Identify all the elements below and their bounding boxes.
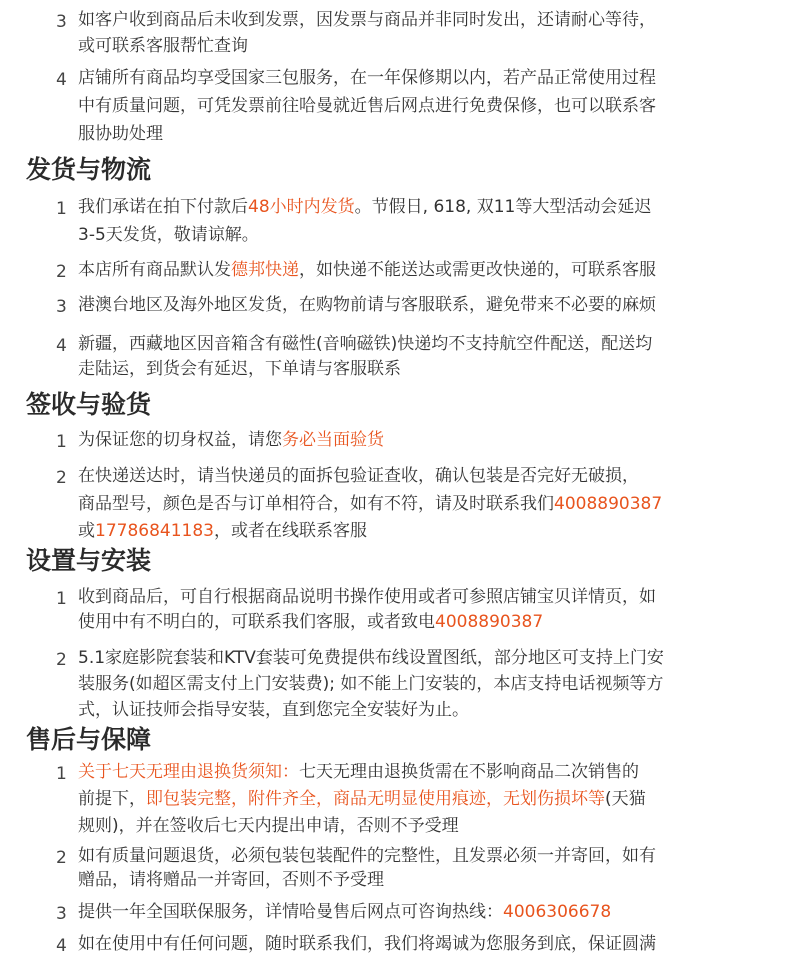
body-text: 店铺所有商品均享受国家三包服务，在一年保修期以内，若产品正常使用过程: [78, 68, 656, 88]
section-title-install: 设置与安装: [26, 546, 152, 575]
body-text: 如客户收到商品后未收到发票，因发票与商品并非同时发出，还请耐心等待，: [78, 10, 656, 30]
item-number: 2: [56, 848, 67, 868]
body-text: (天猫: [605, 789, 646, 809]
body-text: 收到商品后，可自行根据商品说明书操作使用或者可参照店铺宝贝详情页，如: [78, 587, 656, 607]
body-text: 3-5天发货，敬请谅解。: [78, 225, 259, 245]
item-line: [78, 9, 656, 31]
item-line: [78, 196, 651, 218]
item-line: [78, 333, 652, 355]
item-line: [78, 761, 639, 783]
body-text: 或可联系客服帮忙查询: [78, 36, 248, 56]
item-number: 4: [56, 336, 67, 356]
item-line: [78, 815, 459, 837]
item-line: [78, 788, 646, 810]
item-line: [78, 673, 663, 695]
body-text: 商品型号，颜色是否与订单相符合，如有不符，请及时联系我们: [78, 494, 554, 514]
section-title-receipt: 签收与验货: [26, 390, 152, 419]
item-line: [78, 901, 611, 923]
body-text: 装服务(如超区需支付上门安装费); 如不能上门安装的，本店支持电话视频等方: [78, 674, 664, 694]
item-number: 2: [56, 262, 67, 282]
item-number: 3: [56, 904, 67, 924]
item-line: [78, 611, 543, 633]
body-text: 5.1家庭影院套装和KTV套装可免费提供布线设置图纸，部分地区可支持上门安: [78, 648, 664, 668]
item-line: [78, 224, 259, 246]
item-line: [78, 586, 656, 608]
body-text: 前提下，: [78, 789, 146, 809]
highlight-text: 德邦快递: [231, 260, 299, 280]
highlight-text: 4006306678: [503, 902, 612, 922]
item-number: 2: [56, 650, 67, 670]
item-line: [78, 35, 248, 57]
body-text: 中有质量问题，可凭发票前往哈曼就近售后网点进行免费保修，也可以联系客: [78, 96, 656, 116]
body-text: 如在使用中有任何问题，随时联系我们，我们将竭诚为您服务到底，保证圆满: [78, 934, 656, 954]
body-text: 七天无理由退换货需在不影响商品二次销售的: [299, 762, 639, 782]
body-text: 提供一年全国联保服务，详情哈曼售后网点可咨询热线：: [78, 902, 503, 922]
item-number: 1: [56, 432, 67, 452]
item-number: 1: [56, 199, 67, 219]
item-line: [78, 933, 656, 955]
item-line: [78, 67, 656, 89]
highlight-text: 4008890387: [554, 494, 663, 514]
section-title-aftersale: 售后与保障: [26, 725, 152, 754]
item-line: [78, 699, 469, 721]
body-text: 为保证您的切身权益，请您: [78, 430, 282, 450]
body-text: 规则)，并在签收后七天内提出申请，否则不予受理: [78, 816, 459, 836]
item-number: 1: [56, 589, 67, 609]
item-number: 1: [56, 764, 67, 784]
body-text: 本店所有商品默认发: [78, 260, 231, 280]
item-number: 2: [56, 468, 67, 488]
item-line: [78, 294, 656, 316]
item-line: [78, 493, 662, 515]
item-number: 3: [56, 297, 67, 317]
highlight-text: 关于七天无理由退换货须知：: [78, 762, 299, 782]
body-text: 使用中有不明白的，可联系我们客服，或者致电: [78, 612, 435, 632]
body-text: 我们承诺在拍下付款后: [78, 197, 248, 217]
item-line: [78, 647, 664, 669]
item-number: 4: [56, 936, 67, 956]
body-text: 服协助处理: [78, 124, 163, 144]
body-text: 式，认证技师会指导安装，直到您完全安装好为止。: [78, 700, 469, 720]
item-number: 4: [56, 70, 67, 90]
item-line: [78, 259, 656, 281]
highlight-text: 即包装完整，附件齐全，商品无明显使用痕迹，无划伤损坏等: [146, 789, 605, 809]
item-line: [78, 845, 656, 867]
body-text: ，或者在线联系客服: [213, 521, 367, 541]
item-line: [78, 520, 367, 542]
item-line: [78, 123, 163, 145]
highlight-text: 务必当面验货: [282, 430, 384, 450]
body-text: 或: [78, 521, 95, 541]
body-text: 赠品，请将赠品一并寄回，否则不予受理: [78, 870, 384, 890]
item-line: [78, 429, 384, 451]
body-text: 。节假日, 618, 双11等大型活动会延迟: [354, 197, 652, 217]
item-line: [78, 869, 384, 891]
section-title-shipping: 发货与物流: [26, 155, 152, 184]
body-text: 新疆，西藏地区因音箱含有磁性(音响磁铁)快递均不支持航空件配送，配送均: [78, 334, 653, 354]
body-text: 如有质量问题退货，必须包装包装配件的完整性，且发票必须一并寄回，如有: [78, 846, 656, 866]
highlight-text: 17786841183: [95, 521, 214, 541]
body-text: 走陆运，到货会有延迟，下单请与客服联系: [78, 359, 401, 379]
highlight-text: 48小时内发货: [248, 197, 355, 217]
item-line: [78, 465, 639, 487]
body-text: 在快递送达时，请当快递员的面拆包验证查收，确认包装是否完好无破损，: [78, 466, 639, 486]
item-line: [78, 358, 401, 380]
body-text: 港澳台地区及海外地区发货，在购物前请与客服联系，避免带来不必要的麻烦: [78, 295, 656, 315]
highlight-text: 4008890387: [435, 612, 544, 632]
item-line: [78, 95, 656, 117]
body-text: ，如快递不能送达或需更改快递的，可联系客服: [299, 260, 656, 280]
item-number: 3: [56, 12, 67, 32]
